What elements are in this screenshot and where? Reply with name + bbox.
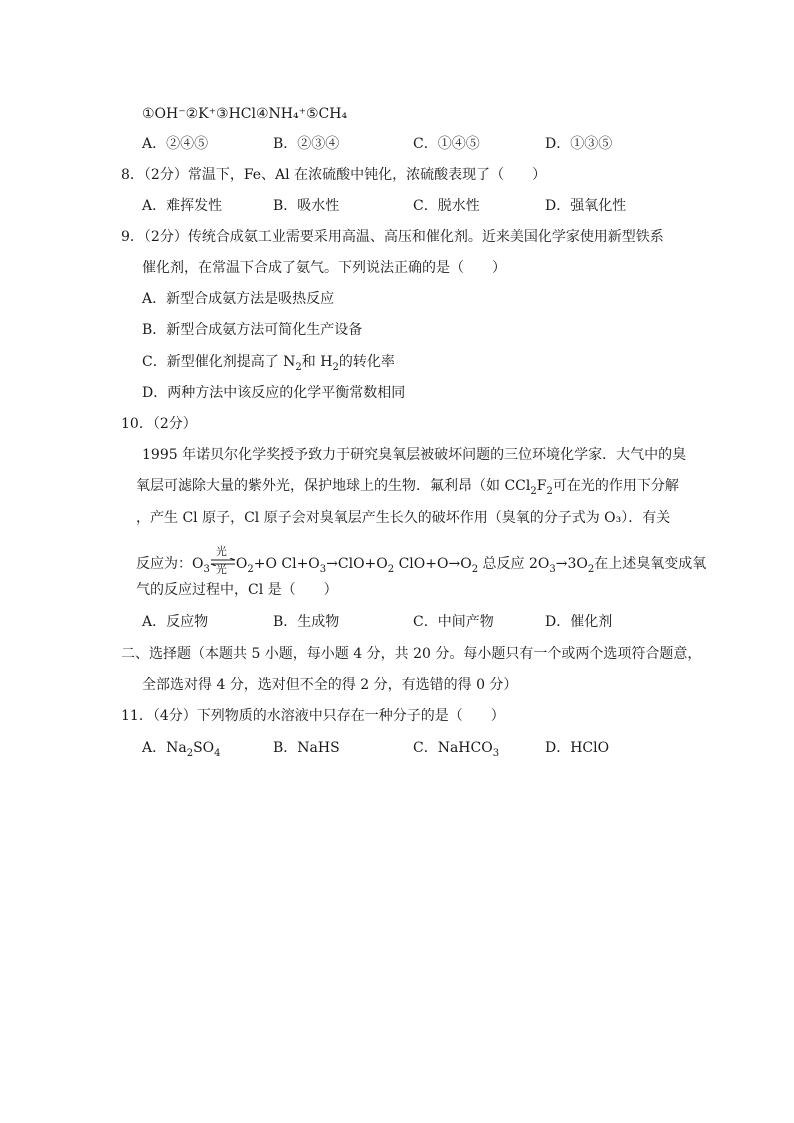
q10-line1: 1995 年诺贝尔化学奖授予致力于研究臭氧层被破坏问题的三位环境化学家．大气中的臭 xyxy=(142,447,687,463)
q9-stem-line2: 催化剂，在常温下合成了氨气。下列说法正确的是（ ） xyxy=(142,260,506,276)
q10-line2-pre: 氧层可滤除大量的紫外光，保护地球上的生物．氟利昂（如 CCl xyxy=(136,478,531,494)
q11-stem: 11．（4分）下列物质的水溶液中只存在一种分子的是（ ） xyxy=(121,708,505,724)
q10-line4-a: O xyxy=(235,556,248,572)
q10-line4-b: +O Cl+O xyxy=(253,556,320,572)
q7-option-a: A．②④⑤ xyxy=(142,136,209,152)
q10-sub-2a: 2 xyxy=(530,485,537,497)
q8-option-a: A．难挥发性 xyxy=(142,198,223,214)
q10-option-a: A．反应物 xyxy=(142,614,209,630)
q7-option-b: B．②③④ xyxy=(273,136,340,152)
q8-option-b: B．吸水性 xyxy=(273,198,340,214)
q10-line2-mid: F xyxy=(536,478,547,494)
q10-option-c: C．中间产物 xyxy=(413,614,494,630)
q11-sub-4: 4 xyxy=(214,747,221,759)
section2-line2: 全部选对得 4 分，选对但不全的得 2 分，有选错的得 0 分） xyxy=(142,677,518,693)
q10-line2-post: 可在光的作用下分解 xyxy=(552,478,679,494)
q10-sub-3b: 3 xyxy=(319,563,327,575)
q10-sub-2f: 2 xyxy=(587,563,595,575)
q10-line4-pre: 反应为：O xyxy=(136,556,204,572)
q10-sub-3a: 3 xyxy=(203,563,210,575)
q9-option-a: A．新型合成氨方法是吸热反应 xyxy=(142,291,335,307)
q10-line4-c: →ClO+O xyxy=(326,556,388,572)
q9-sub-2b: 2 xyxy=(332,361,339,373)
q11-option-c-pre: C．NaHCO xyxy=(413,740,493,756)
q11-option-c xyxy=(413,738,499,758)
q8-option-c: C．脱水性 xyxy=(413,198,480,214)
q11-sub-3: 3 xyxy=(492,747,500,759)
q9-option-c-post: 的转化率 xyxy=(338,354,395,370)
q9-option-c-pre: C．新型催化剂提高了 N xyxy=(142,354,296,370)
q11-option-a-pre: A．Na xyxy=(142,740,187,756)
q10-sub-2d: 2 xyxy=(387,563,395,575)
q10-sub-2b: 2 xyxy=(546,485,553,497)
q11-sub-2: 2 xyxy=(186,747,194,759)
q11-option-b: B．NaHS xyxy=(273,740,340,756)
q9-option-c-mid: 和 H xyxy=(301,354,333,370)
q10-sub-2e: 2 xyxy=(471,563,479,575)
q9-option-c xyxy=(142,352,395,372)
q10-sub-2c: 2 xyxy=(247,563,254,575)
light-reversible-arrow xyxy=(210,545,236,576)
q9-option-b: B．新型合成氨方法可简化生产设备 xyxy=(142,322,363,338)
q7-option-c: C．①④⑤ xyxy=(413,136,480,152)
q10-header: 10．（2分） xyxy=(121,416,197,432)
q8-option-d: D．强氧化性 xyxy=(545,198,627,214)
q10-line3: ，产生 Cl 原子，Cl 原子会对臭氧层产生长久的破坏作用（臭氧的分子式为 O₃）．有关 xyxy=(136,510,671,526)
q9-sub-2a: 2 xyxy=(295,361,302,373)
q11-option-a-mid: SO xyxy=(193,740,215,756)
q10-line4-e: 总反应 2O xyxy=(478,556,550,572)
q10-option-d: D．催化剂 xyxy=(545,614,613,630)
q11-option-a xyxy=(142,738,221,758)
q10-line4-f: →3O xyxy=(555,556,588,572)
q10-line4-g: 在上述臭氧变成氧 xyxy=(594,556,707,572)
q7-species-line: ①OH⁻②K⁺③HCl④NH₄⁺⑤CH₄ xyxy=(142,106,348,122)
q10-option-b: B．生成物 xyxy=(273,614,340,630)
q8-stem: 8．（2分）常温下，Fe、Al 在浓硫酸中钝化，浓硫酸表现了（ ） xyxy=(121,167,547,183)
q11-option-d: D．HClO xyxy=(545,740,610,756)
light-label-bottom: 光 xyxy=(215,563,227,576)
q9-stem-line1: 9．（2分）传统合成氨工业需要采用高温、高压和催化剂。近来美国化学家使用新型铁系 xyxy=(121,229,664,245)
q10-line4-d: ClO+O→O xyxy=(394,556,472,572)
q10-line2 xyxy=(136,476,679,496)
q7-option-d: D．①③⑤ xyxy=(545,136,613,152)
q10-sub-3c: 3 xyxy=(549,563,556,575)
section2-line1: 二、选择题（本题共 5 小题，每小题 4 分，共 20 分。每小题只有一个或两个选项符合题意， xyxy=(121,646,702,662)
q10-line5: 气的反应过程中，Cl 是（ ） xyxy=(136,582,338,598)
light-label-top: 光 xyxy=(215,545,227,558)
q9-option-d: D．两种方法中该反应的化学平衡常数相同 xyxy=(142,385,406,401)
q10-line4 xyxy=(136,545,707,576)
